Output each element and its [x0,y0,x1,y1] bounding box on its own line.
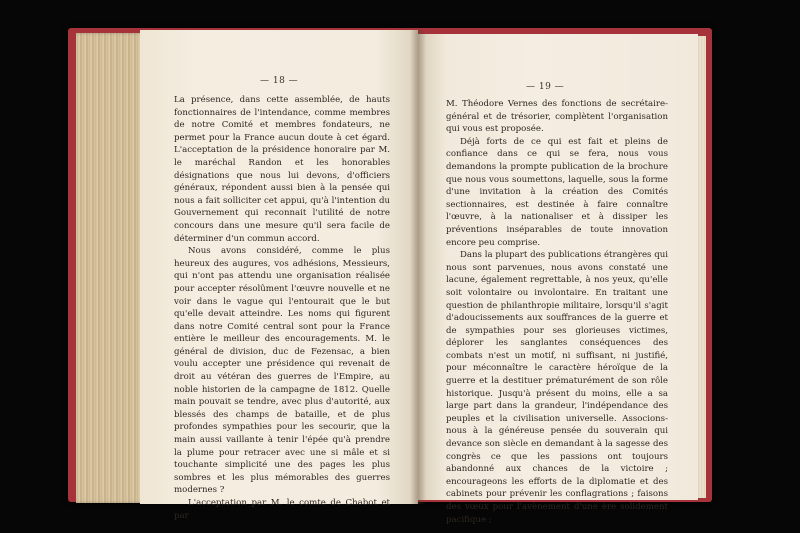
paragraph: M. Théodore Vernes des fonctions de secrétaire-général et de trésorier, complètent l'organisation qui vous est proposée. [446,99,668,135]
paragraph: La présence, dans cette assemblée, de hauts fonctionnaires de l'intendance, comme membres de notre Comité et membres fondateurs, ne permet pour la France aucun doute à cet égard. L'acceptation de la présidence honoraire par M. le maréchal Randon et les honorables désignations que nous lui devons, d'officiers généraux, répondent aussi bien à la pensée qui nous a fait solliciter cet appui, qu'à l'intention du Gouvernement qui reconnait l'utilité de notre concours dans une mesure qu'il sera facile de déterminer d'un commun accord. [174,95,390,244]
paragraph: Déjà forts de ce qui est fait et pleins de confiance dans ce qui se fera, nous vous demandons la prompte publication de la brochure que nous vous soumettons, laquelle, sous la forme d'une invitation à la création des Comités sectionnaires, est destinée à faire connaître l'œuvre, à la nationaliser et à dissiper les préventions inséparables de toute innovation encore peu comprise. [446,136,668,248]
page-number: — 19 — [526,82,565,92]
book-gutter [410,30,426,504]
left-page [140,30,418,521]
paragraph: Nous avons considéré, comme le plus heureux des augures, vos adhésions, Messieurs, qui n'ont pas attendu une organisation réalisée pour accepter résolûment l'œuvre nouvelle et ne voir dans le vague qui l'entourait que le but qu'elle devait atteindre. Les noms qui figurent dans notre Comité central sont pour la France entière le meilleur des encouragements. M. le général de division, duc de Fezensac, a bien voulu accepter une présidence qui revenait de droit au vétéran des guerres de l'Empire, au noble historien de la campagne de 1812. Quelle main pouvait se tendre, avec plus d'autorité, aux blessés des champs de bataille, et de plus profondes sympathies pour les secourir, que la main aussi vaillante à tenir l'épée qu'à prendre la plume pour retracer avec une si mâle et si touchante simplicité une des pages les plus sombres et les plus mémorables des guerres modernes ? [174,246,390,496]
page-number: — 18 — [260,76,299,86]
paragraph: L'acceptation par M. le comte de Chabot et par [174,498,390,521]
page-edges-left [76,33,148,503]
page-text [446,98,668,526]
right-page [418,34,698,525]
paragraph: Dans la plupart des publications étrangères qui nous sont parvenues, nous avons constaté une lacune, également regrettable, à nos yeux, qu'elle soit volontaire ou involontaire. En traitant une question de philanthropie militaire, lorsqu'il s'agit d'adoucissements aux souffrances de la guerre et de sympathies pour ses glorieuses victimes, déplorer les sanglantes conséquences des combats n'est un motif, ni suffisant, ni justifié, pour méconnaître le caractère héroïque de la guerre et la destituer prématurément de son rôle historique. Jusqu'à présent du moins, elle a sa large part dans la grandeur, l'indépendance des peuples et la civilisation universelle. Associons-nous à la généreuse pensée du souverain qui devance son siècle en demandant à la sagesse des congrès ce que les passions ont toujours abandonné aux chances de la victoire ; encourageons les efforts de la diplomatie et des cabinets pour prévenir les conflagrations ; faisons des vœux pour l'avènement d'une ère solidement pacifique ; [446,250,668,525]
page-text [174,94,390,522]
